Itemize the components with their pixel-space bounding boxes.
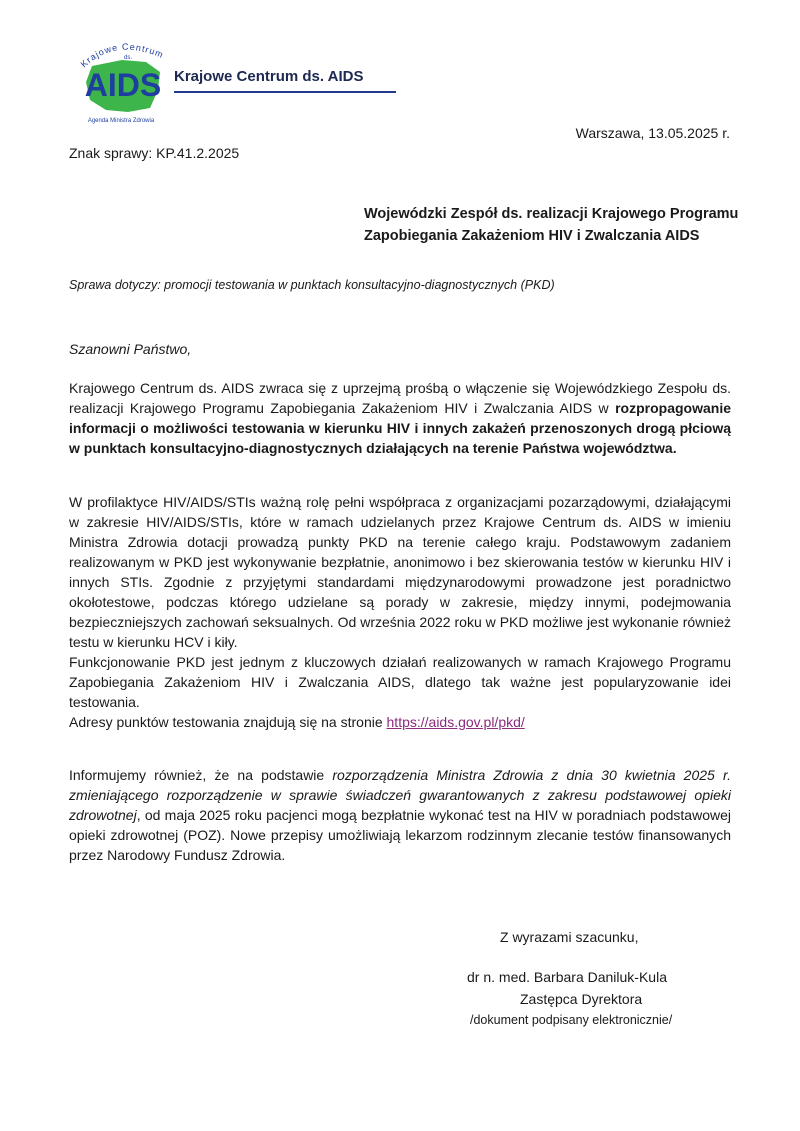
- case-number: Znak sprawy: KP.41.2.2025: [69, 145, 240, 161]
- paragraph-pkd-address: [69, 712, 731, 732]
- svg-text:AIDS: AIDS: [84, 67, 162, 103]
- regulation-intro: Informujemy również, że na podstawie: [69, 767, 333, 783]
- paragraph-pkd-main: W profilaktyce HIV/AIDS/STIs ważną rolę pełni współpraca z organizacjami pozarządowymi, działającymi w zakresie HIV/AIDS/STIs, które w ramach udzielanych przez Krajowe Centrum ds. AIDS w imieniu Ministra Zdrowia dotacji prowadzą punkty PKD na terenie całego kraju. Podstawowym zadaniem realizowanym w PKD jest wykonywanie bezpłatnie, anonimowo i bez skierowania testów w kierunku HIV i innych STIs. Zgodnie z przyjętymi standardami międzynarodowymi prowadzone jest poradnictwo okołotestowe, podczas którego udzielane są porady w zakresie, między innymi, podejmowania bezpieczniejszych zachowań seksualnych. Od września 2022 roku w PKD możliwe jest wykonanie również testu w kierunku HCV i kiły.: [69, 494, 731, 650]
- salutation: Szanowni Państwo,: [69, 341, 192, 357]
- svg-text:ds.: ds.: [124, 55, 133, 61]
- electronic-signature-note: /dokument podpisany elektronicznie/: [470, 1013, 673, 1027]
- signer-name: dr n. med. Barbara Daniluk-Kula: [467, 969, 667, 985]
- closing: Z wyrazami szacunku,: [500, 929, 639, 945]
- regulation-rest: , od maja 2025 roku pacjenci mogą bezpłatnie wykonać test na HIV w poradniach podstawowej opieki zdrowotnej (POZ). Nowe przepisy umożliwiają lekarzom rodzinnym zlecanie testów finansowanych przez Narodowy Fundusz Zdrowia.: [69, 807, 731, 863]
- svg-text:Agenda Ministra Zdrowia: Agenda Ministra Zdrowia: [87, 118, 155, 124]
- paragraph-pkd-function: Funkcjonowanie PKD jest jednym z kluczowych działań realizowanych w ramach Krajowego Programu Zapobiegania Zakażeniom HIV i Zwalczania AIDS, dlatego tak ważne jest popularyzowanie idei testowania.: [69, 654, 731, 710]
- signer-position: Zastępca Dyrektora: [520, 991, 643, 1007]
- letter-date: Warszawa, 13.05.2025 r.: [575, 125, 730, 141]
- paragraph-regulation: [69, 765, 731, 865]
- paragraph-request-bold: rozpropagowanie informacji o możliwości testowania w kierunku HIV i innych zakażeń przenoszonych drogą płciową w punktach konsultacyjno-diagnostycznych działających na terenie Państwa województwa.: [69, 400, 731, 456]
- paragraph-request-intro: Krajowego Centrum ds. AIDS zwraca się z uprzejmą prośbą o włączenie się Wojewódzkiego Zespołu ds. realizacji Krajowego Programu Zapobiegania Zakażeniom HIV i Zwalczania AIDS w: [69, 380, 731, 416]
- svg-text:Krajowe Centrum: Krajowe Centrum: [78, 41, 166, 70]
- recipient-line-2: Zapobiegania Zakażeniom HIV i Zwalczania AIDS: [364, 228, 700, 244]
- regulation-title: rozporządzenia Ministra Zdrowia z dnia 30 kwietnia 2025 r. zmieniającego rozporządzenie w sprawie świadczeń gwarantowanych z zakresu podstawowej opieki zdrowotnej: [69, 767, 732, 823]
- aids-center-logo: [76, 38, 172, 124]
- letter-subject: Sprawa dotyczy: promocji testowania w punktach konsultacyjno-diagnostycznych (PKD): [69, 278, 555, 292]
- organization-name: Krajowe Centrum ds. AIDS: [174, 68, 364, 85]
- recipient-block: [364, 203, 738, 247]
- header-divider: [174, 91, 396, 93]
- recipient-line-1: Wojewódzki Zespół ds. realizacji Krajowego Programu: [364, 206, 739, 222]
- pkd-link[interactable]: https://aids.gov.pl/pkd/: [386, 714, 525, 730]
- address-text: Adresy punktów testowania znajdują się na stronie: [69, 714, 387, 730]
- paragraph-request: [69, 378, 731, 458]
- paragraph-pkd: [69, 492, 731, 732]
